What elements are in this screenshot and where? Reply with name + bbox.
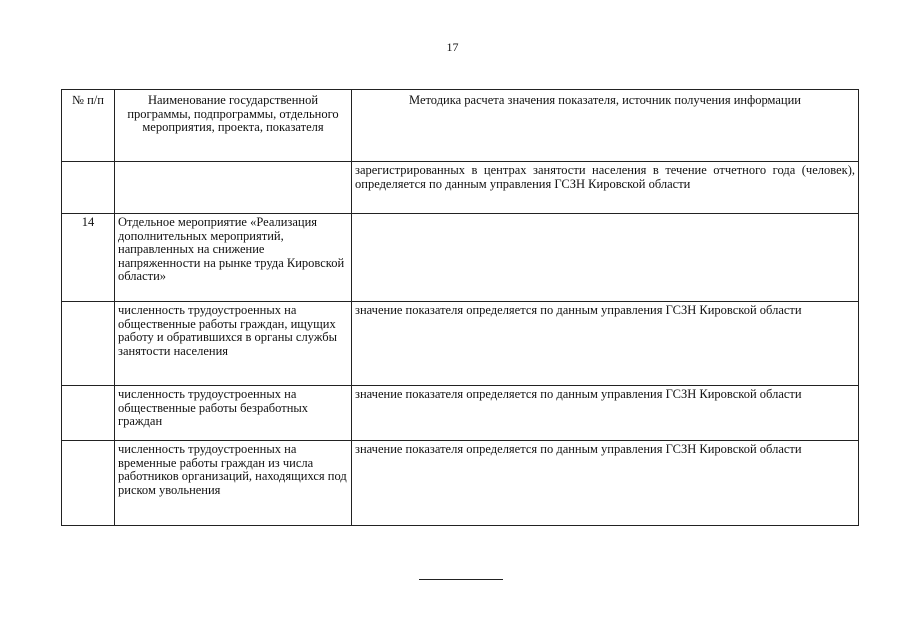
- table-row: [62, 162, 859, 214]
- row-method: [352, 214, 859, 302]
- row-name: численность трудоустроенных на общественные работы безработных граждан: [115, 386, 352, 441]
- header-number: № п/п: [62, 90, 115, 162]
- table-row: [62, 214, 859, 302]
- footer-divider: [419, 579, 503, 580]
- row-method: значение показателя определяется по данным управления ГСЗН Кировской области: [352, 441, 859, 526]
- table-header-row: [62, 90, 859, 162]
- row-number: 14: [62, 214, 115, 302]
- header-name: Наименование государственной программы, подпрограммы, отдельного мероприятия, проекта, показателя: [115, 90, 352, 162]
- row-method: значение показателя определяется по данным управления ГСЗН Кировской области: [352, 302, 859, 386]
- row-number: [62, 162, 115, 214]
- row-method: значение показателя определяется по данным управления ГСЗН Кировской области: [352, 386, 859, 441]
- row-name: численность трудоустроенных на временные работы граждан из числа работников организаций, находящихся под риском увольнения: [115, 441, 352, 526]
- table-row: [62, 386, 859, 441]
- header-method: Методика расчета значения показателя, источник получения информации: [352, 90, 859, 162]
- table-row: [62, 302, 859, 386]
- indicator-methodology-table: [61, 89, 859, 526]
- row-name: [115, 162, 352, 214]
- page-number: 17: [446, 40, 459, 54]
- row-number: [62, 386, 115, 441]
- row-name: численность трудоустроенных на общественные работы граждан, ищущих работу и обратившихся в органы службы занятости населения: [115, 302, 352, 386]
- row-number: [62, 441, 115, 526]
- row-method: зарегистрированных в центрах занятости населения в течение отчетного года (человек), определяется по данным управления ГСЗН Кировской области: [352, 162, 859, 214]
- row-name: Отдельное мероприятие «Реализация дополнительных мероприятий, направленных на снижение напряженности на рынке труда Кировской области»: [115, 214, 352, 302]
- table-row: [62, 441, 859, 526]
- row-number: [62, 302, 115, 386]
